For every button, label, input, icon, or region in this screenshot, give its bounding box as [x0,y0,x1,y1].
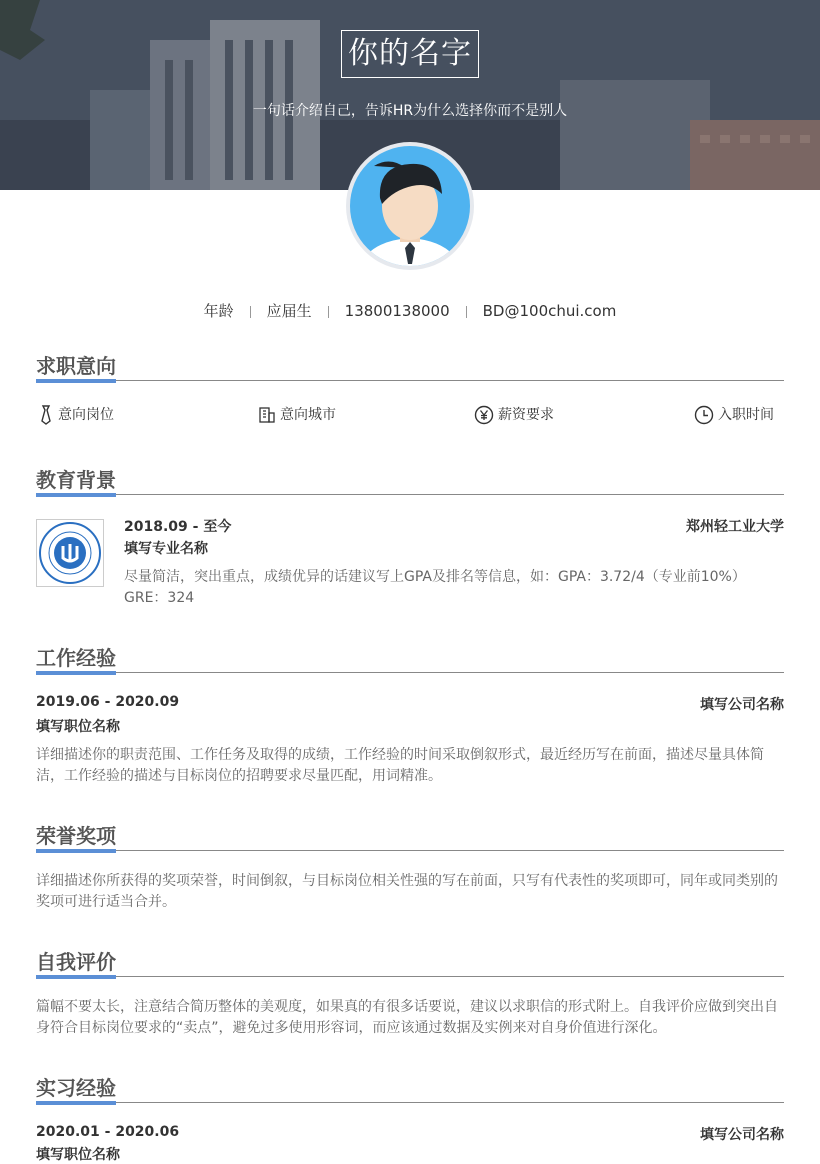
building-icon [258,406,276,424]
work-company: 填写公司名称 [700,697,784,713]
clock-icon [694,405,714,425]
section-education [36,466,784,495]
section-title: 实习经验 [36,1075,116,1105]
avatar-illustration [350,146,470,266]
self-description: 篇幅不要太长，注意结合简历整体的美观度，如果真的有很多话要说，建议以求职信的形式附上。自我评价应做到突出自身符合目标岗位要求的“卖点”，避免过多使用形容词，而应该通过数据及实例来对自身价值进行深化。 [36,999,778,1036]
contact-age: 年龄 [203,302,234,320]
section-honors [36,822,784,851]
section-intent [36,352,784,381]
university-logo [36,519,104,587]
section-title: 教育背景 [36,467,116,497]
section-title-bar [36,822,784,851]
contact-bar [0,300,820,321]
education-description: 尽量简洁，突出重点，成绩优异的话建议写上GPA及排名等信息，如：GPA：3.72/4（专业前10%） GRE：324 [124,569,746,606]
tagline: 一句话介绍自己，告诉HR为什么选择你而不是别人 [252,103,568,119]
work-position: 填写职位名称 [36,719,120,735]
contact-status: 应届生 [266,302,312,320]
tie-icon [38,405,54,425]
contact-email: BD@100chui.com [482,302,617,320]
section-work [36,644,784,673]
section-title-bar [36,466,784,495]
section-title-bar [36,948,784,977]
intent-salary [474,404,554,425]
section-internship [36,1074,784,1103]
work-period: 2019.06 - 2020.09 [36,694,180,710]
contact-phone: 13800138000 [344,302,450,320]
candidate-name: 你的名字 [341,30,479,78]
section-title: 工作经验 [36,645,116,675]
section-title: 荣誉奖项 [36,823,116,853]
intent-label: 意向城市 [280,407,336,423]
intent-start-date [694,404,774,425]
university-seal-icon [37,520,103,586]
intern-position: 填写职位名称 [36,1147,120,1163]
section-self-evaluation [36,948,784,977]
intent-label: 意向岗位 [58,407,114,423]
section-title-bar [36,1074,784,1103]
intern-company: 填写公司名称 [700,1127,784,1143]
intern-period: 2020.01 - 2020.06 [36,1124,180,1140]
education-period: 2018.09 - 至今 [124,519,232,535]
yen-icon [474,405,494,425]
work-description: 详细描述你的职责范围、工作任务及取得的成绩，工作经验的时间采取倒叙形式，最近经历写在前面，描述尽量具体简洁，工作经验的描述与目标岗位的招聘要求尽量匹配，用词精准。 [36,747,764,784]
intent-city [258,404,336,424]
section-title-bar [36,352,784,381]
school-name: 郑州轻工业大学 [686,519,784,535]
intent-label: 薪资要求 [498,407,554,423]
intent-label: 入职时间 [718,407,774,423]
intent-position [38,404,114,425]
major-name: 填写专业名称 [124,541,208,557]
section-title: 求职意向 [36,353,116,383]
section-title: 自我评价 [36,949,116,979]
avatar [346,142,474,270]
section-title-bar [36,644,784,673]
honors-description: 详细描述你所获得的奖项荣誉，时间倒叙，与目标岗位相关性强的写在前面，只写有代表性的奖项即可，同年或同类别的奖项可进行适当合并。 [36,873,778,910]
